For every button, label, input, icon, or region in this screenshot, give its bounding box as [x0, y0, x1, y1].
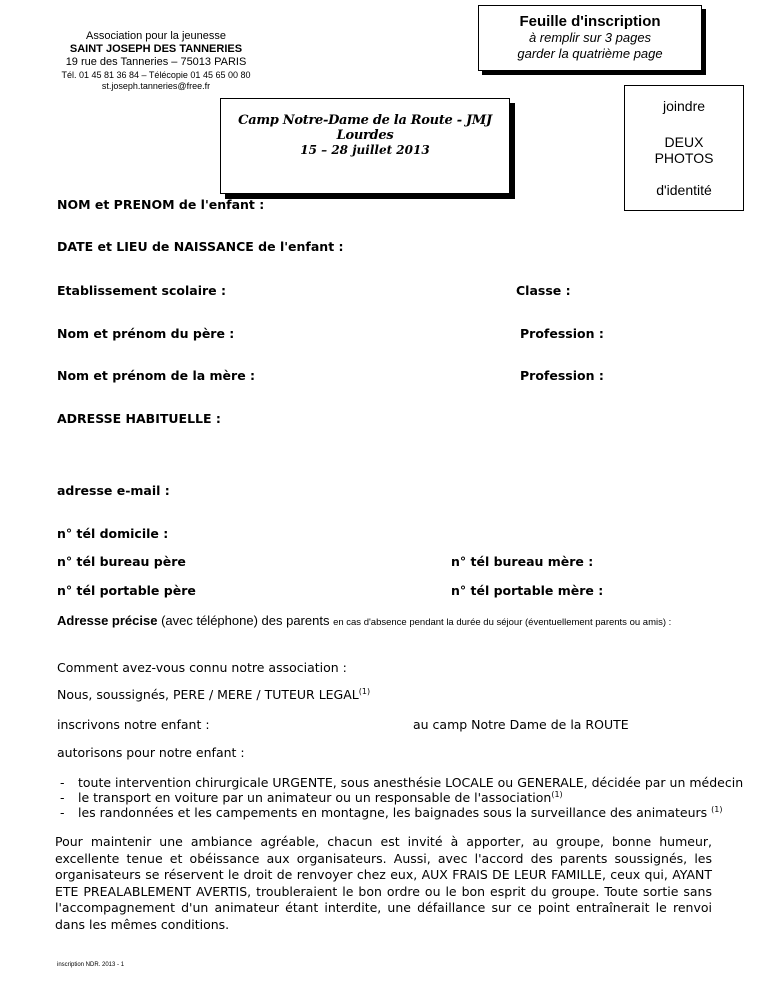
photos-count: DEUX	[664, 134, 704, 150]
association-tagline: Association pour la jeunesse	[85, 30, 227, 42]
field-profession-mere-label: Profession :	[520, 368, 604, 383]
authorization-text: le transport en voiture par un animateur ou un responsable de l'association	[78, 790, 552, 806]
field-tel-bureau-mere-label: n° tél bureau mère :	[451, 554, 594, 569]
nous-soussignes-line	[57, 687, 370, 702]
authorization-text: toute intervention chirurgicale URGENTE, sous anesthésie LOCALE ou GENERALE, décidée par un médecin	[78, 775, 744, 790]
inscrivons-label: inscrivons notre enfant :	[57, 717, 210, 732]
field-adresse-label: ADRESSE HABITUELLE :	[57, 411, 221, 426]
list-dash: -	[60, 775, 65, 790]
association-email: st.joseph.tanneries@free.fr	[101, 81, 211, 91]
field-etablissement-label: Etablissement scolaire :	[57, 283, 226, 298]
au-camp-label: au camp Notre Dame de la ROUTE	[413, 717, 629, 732]
camp-title: Camp Notre-Dame de la Route - JMJ Lourdes	[238, 113, 492, 143]
association-address: 19 rue des Tanneries – 75013 PARIS	[65, 56, 247, 68]
field-email-label: adresse e-mail :	[57, 483, 170, 498]
list-dash: -	[60, 805, 65, 820]
inscription-instruction-2: garder la quatrième page	[517, 46, 663, 61]
adresse-precise-normal: (avec téléphone) des parents	[157, 613, 334, 628]
field-tel-portable-mere-label: n° tél portable mère :	[451, 583, 604, 598]
field-tel-bureau-pere-label: n° tél bureau père	[57, 554, 186, 569]
rules-paragraph: Pour maintenir une ambiance agréable, chacun est invité à apporter, au groupe, bonne humeur, excellente tenue et obéissance aux organisateurs. Aussi, avec l'accord des parents soussignés, les organisateurs se réservent le droit de renvoyer chez eux, AUX FRAIS DE LEUR FAMILLE, ceux qui, AYANT ETE PREALABLEMENT AVERTIS, troubleraient le bon ordre ou le bon esprit du groupe. Toute sortie sans l'accompagnement d'un animateur étant interdite, une défaillance sur ce point entraînerait le renvoi dans les mêmes conditions.	[55, 834, 712, 932]
field-nom-prenom-label: NOM et PRENOM de l'enfant :	[57, 197, 265, 212]
adresse-precise-line	[57, 610, 671, 629]
note-marker: (1)	[711, 805, 723, 814]
adresse-precise-bold: Adresse précise	[57, 613, 158, 628]
photos-identity: d'identité	[656, 182, 712, 198]
field-nom-pere-label: Nom et prénom du père :	[57, 326, 235, 341]
note-marker: (1)	[551, 790, 563, 799]
photos-join: joindre	[662, 98, 706, 114]
field-tel-portable-pere-label: n° tél portable père	[57, 583, 196, 598]
authorization-text: les randonnées et les campements en montagne, les baignades sous la surveillance des animateurs	[78, 805, 712, 821]
authorization-list	[60, 775, 744, 821]
comment-connu-label: Comment avez-vous connu notre association :	[57, 660, 347, 675]
note-marker: (1)	[358, 687, 371, 696]
inscription-title: Feuille d'inscription	[519, 13, 661, 30]
camp-dates: 15 – 28 juillet 2013	[300, 143, 430, 157]
association-phone: Tél. 01 45 81 36 84 – Télécopie 01 45 65 00 80	[61, 70, 251, 80]
association-header	[50, 30, 262, 92]
authorization-item	[60, 790, 720, 805]
inscription-instruction-1: à remplir sur 3 pages	[528, 30, 652, 45]
field-nom-mere-label: Nom et prénom de la mère :	[57, 368, 256, 383]
field-classe-label: Classe :	[516, 283, 571, 298]
adresse-precise-note: en cas d'absence pendant la durée du séjour (éventuellement parents ou amis) :	[333, 617, 672, 628]
field-date-lieu-label: DATE et LIEU de NAISSANCE de l'enfant :	[57, 239, 344, 254]
page-footer: inscription NDR. 2013 - 1	[57, 962, 125, 968]
camp-box	[220, 98, 510, 194]
authorization-item	[60, 775, 744, 790]
association-name: SAINT JOSEPH DES TANNERIES	[69, 43, 243, 55]
nous-soussignes-text: Nous, soussignés, PERE / MERE / TUTEUR LEGAL	[57, 687, 359, 703]
field-tel-domicile-label: n° tél domicile :	[57, 526, 169, 541]
list-dash: -	[60, 790, 65, 805]
autorisons-label: autorisons pour notre enfant :	[57, 745, 245, 760]
inscription-box	[478, 5, 702, 71]
photos-label: PHOTOS	[654, 150, 714, 166]
field-profession-pere-label: Profession :	[520, 326, 604, 341]
authorization-item	[60, 805, 723, 821]
photos-box	[624, 85, 744, 211]
